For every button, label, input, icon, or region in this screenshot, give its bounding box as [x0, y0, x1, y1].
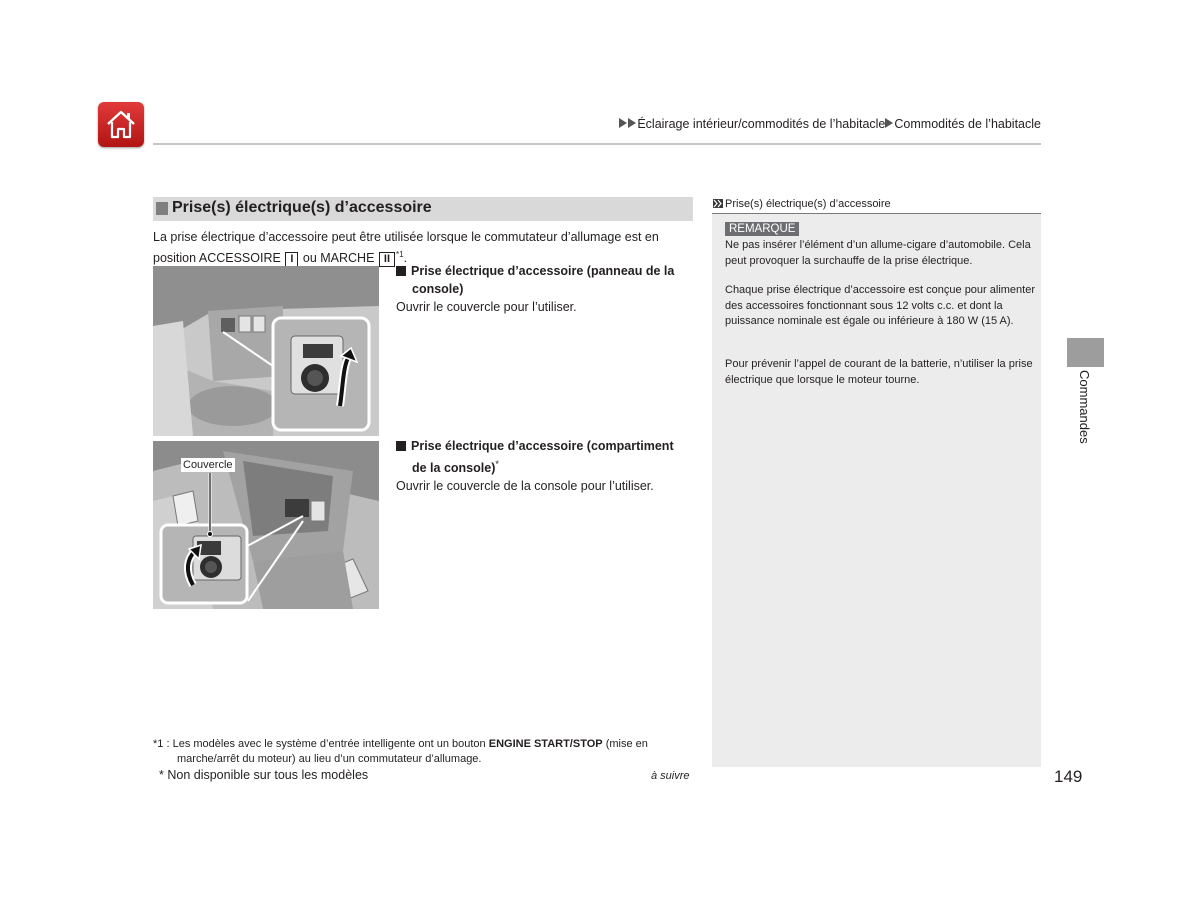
breadcrumb	[619, 117, 1041, 131]
breadcrumb-link-2[interactable]: Commodités de l’habitacle	[894, 117, 1041, 131]
console-compartment-photo	[153, 441, 379, 609]
footnote-ref[interactable]: *1	[396, 250, 404, 259]
item-title-cont	[396, 455, 696, 477]
footnote-text: : Les modèles avec le système d’entrée intelligente ont un bouton	[166, 738, 486, 750]
item-title	[396, 262, 696, 280]
footnote-text: marche/arrêt du moteur) au lieu d’un commutateur d’allumage.	[177, 753, 482, 765]
breadcrumb-arrow-icon	[885, 118, 893, 128]
chapter-tab-marker[interactable]	[1067, 338, 1104, 367]
note-paragraph-1: Ne pas insérer l’élément d’un allume-cigare d’automobile. Cela peut provoquer la surchauffe de la prise électrique.	[725, 239, 1031, 267]
footnote-availability: * Non disponible sur tous les modèles	[159, 768, 369, 782]
chapter-tab-label[interactable]: Commandes	[1077, 370, 1092, 444]
home-icon	[104, 107, 138, 141]
footnote-1	[153, 737, 673, 767]
header-divider	[153, 143, 1041, 145]
photo-label-cover: Couvercle	[183, 459, 233, 471]
breadcrumb-arrow-icon	[619, 118, 627, 128]
note-heading[interactable]	[713, 198, 891, 210]
availability-mark[interactable]: *	[495, 459, 499, 469]
breadcrumb-arrow-icon	[628, 118, 636, 128]
intro-text: position ACCESSOIRE	[153, 251, 281, 266]
bullet-square-icon	[396, 266, 406, 276]
key-on-icon: II	[379, 252, 395, 267]
item-console-panel	[396, 262, 696, 316]
item-title-text: Prise électrique d’accessoire (panneau de la	[411, 264, 675, 278]
item-title	[396, 437, 696, 455]
breadcrumb-link-1[interactable]: Éclairage intérieur/commodités de l’habitacle	[637, 117, 886, 131]
item-description: Ouvrir le couvercle de la console pour l’utiliser.	[396, 479, 654, 494]
section-square-icon	[156, 202, 168, 215]
intro-text: ou MARCHE	[302, 251, 375, 266]
remarque-badge: REMARQUE	[725, 222, 799, 236]
footnote-bold: ENGINE START/STOP	[488, 738, 603, 750]
item-title-text: Prise électrique d’accessoire (compartiment	[411, 439, 674, 453]
note-heading-text: Prise(s) électrique(s) d’accessoire	[725, 198, 891, 210]
item-description: Ouvrir le couvercle pour l’utiliser.	[396, 300, 577, 314]
home-button[interactable]	[98, 102, 144, 147]
bullet-square-icon	[396, 441, 406, 451]
footnote-text: (mise en	[605, 738, 648, 750]
key-accessory-icon: I	[285, 252, 298, 267]
intro-text: .	[403, 251, 408, 266]
section-title: Prise(s) électrique(s) d’accessoire	[172, 199, 432, 216]
item-title-cont: console)	[412, 282, 464, 296]
note-paragraph-3: Pour prévenir l’appel de courant de la batterie, n’utiliser la prise électrique que lorsque le moteur tourne.	[725, 358, 1033, 386]
intro-line-1: La prise électrique d’accessoire peut être utilisée lorsque le commutateur d’allumage est en	[153, 230, 659, 244]
continued-label[interactable]: à suivre	[651, 770, 690, 782]
note-paragraph-2: Chaque prise électrique d’accessoire est conçue pour alimenter des accessoires fonctionnant sous 12 volts c.c. et dont la puissance nominale est égale ou inférieure à 180 W (15 A).	[725, 284, 1036, 327]
page-number: 149	[1054, 767, 1083, 786]
item-title-text: de la console)	[412, 461, 496, 476]
footnote-mark: *1	[153, 738, 164, 750]
note-link-icon	[713, 199, 723, 208]
console-panel-photo	[153, 266, 379, 436]
item-console-compartment	[396, 437, 696, 495]
